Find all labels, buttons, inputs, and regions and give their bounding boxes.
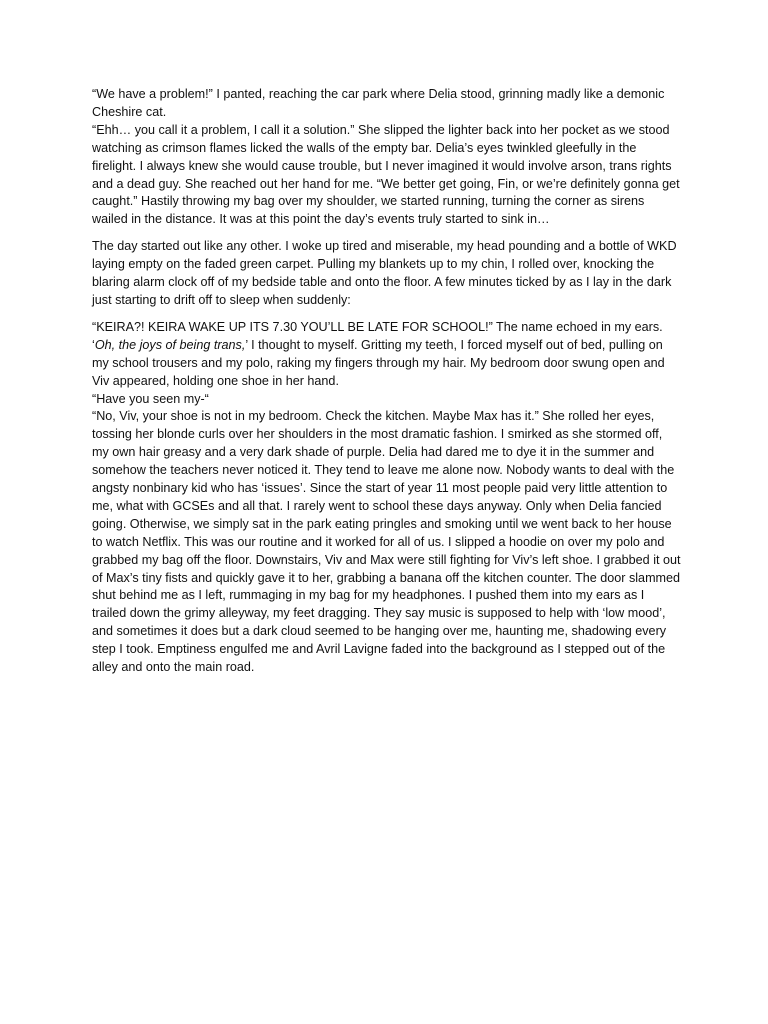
paragraph-4-italic: Oh, the joys of being trans, — [94, 337, 246, 352]
paragraph-3 — [92, 238, 682, 310]
paragraph-5-text: “Have you seen my-“ — [92, 391, 209, 406]
paragraph-5 — [92, 391, 682, 409]
paragraph-4-text-a: “KEIRA?! KEIRA WAKE UP ITS 7.30 YOU’LL BE LATE FOR SCHOOL!” The name echoed in my ears. ‘ — [92, 319, 663, 352]
paragraph-6 — [92, 408, 682, 677]
paragraph-1 — [92, 86, 682, 122]
paragraph-4-text-b: ’ I thought to myself. Gritting my teeth, I forced myself out of bed, pulling on my school trousers and my polo, raking my fingers through my hair. My bedroom door swung open and Viv appeared, holding one shoe in her hand. — [92, 337, 665, 388]
paragraph-3-text: The day started out like any other. I woke up tired and miserable, my head pounding and a bottle of WKD laying empty on the faded green carpet. Pulling my blankets up to my chin, I rolled over, knocking the blaring alarm clock off of my bedside table and onto the floor. A few minutes ticked by as I lay in the dark just starting to drift off to sleep when suddenly: — [92, 239, 677, 307]
paragraph-2 — [92, 122, 682, 229]
paragraph-4 — [92, 319, 682, 391]
paragraph-2-text: “Ehh… you call it a problem, I call it a solution.” She slipped the lighter back into her pocket as we stood watching as crimson flames licked the walls of the empty bar. Delia’s eyes twinkled gleefully in the firelight. I always knew she would cause trouble, but I never imagined it would involve arson, trans rights and a dead guy. She reached out her hand for me. “We better get going, Fin, or we’re definitely gonna get caught.” Hastily throwing my bag over my shoulder, we started running, turning the corner as sirens wailed in the distance. It was at this point the day’s events truly started to sink in… — [92, 122, 680, 227]
paragraph-1-text: “We have a problem!” I panted, reaching the car park where Delia stood, grinning madly like a demonic Cheshire cat. — [92, 87, 665, 119]
document-page — [92, 86, 682, 677]
paragraph-6-text: “No, Viv, your shoe is not in my bedroom. Check the kitchen. Maybe Max has it.” She rolled her eyes, tossing her blonde curls over her shoulders in the most dramatic fashion. I smirked as she stormed off, my own hair greasy and a very dark shade of purple. Delia had dared me to dye it in the summer and somehow the teachers never noticed it. They tend to leave me alone now. Nobody wants to deal with the angsty nonbinary kid who has ‘issues’. Since the start of year 11 most people paid very little attention to me, what with GCSEs and all that. I rarely went to school these days anyway. Only when Delia fancied going. Otherwise, we simply sat in the park eating pringles and smoking until we went back to her house to watch Netflix. This was our routine and it worked for all of us. I slipped a hoodie on over my polo and grabbed my bag off the floor. Downstairs, Viv and Max were still fighting for Viv’s left shoe. I grabbed it out of Max’s tiny fists and quickly gave it to her, grabbing a banana off the kitchen counter. The door slammed shut behind me as I left, rummaging in my bag for my headphones. I pushed them into my ears as I trailed down the grimy alleyway, my feet dragging. They say music is supposed to help with ‘low mood’, and sometimes it does but a dark cloud seemed to be hanging over me, haunting me, shadowing every step I took. Emptiness engulfed me and Avril Lavigne faded into the background as I stepped out of the alley and onto the main road. — [92, 409, 681, 675]
